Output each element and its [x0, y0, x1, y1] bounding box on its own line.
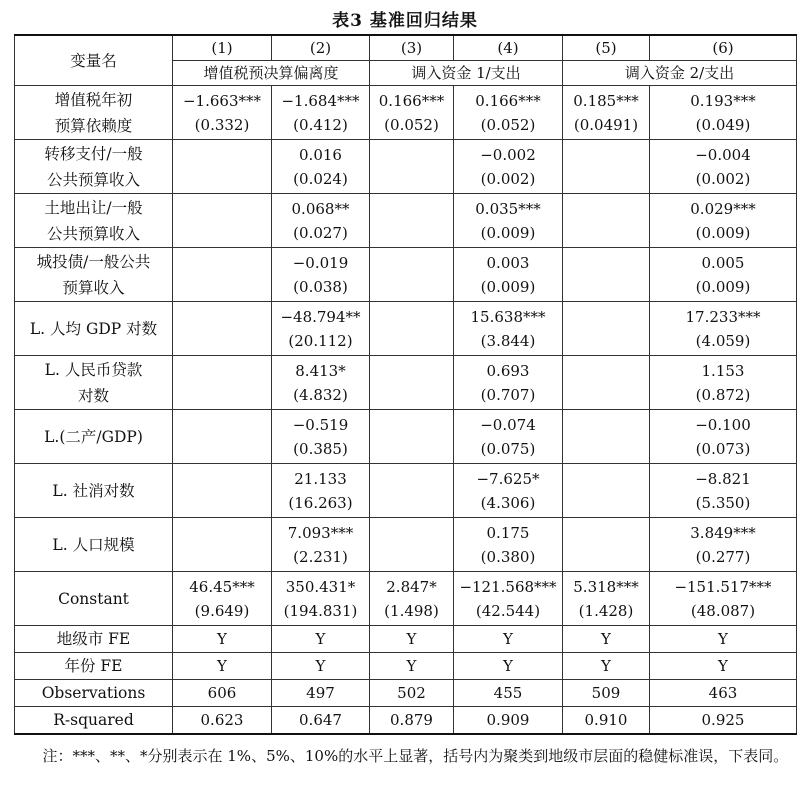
coefficient: 0.166*** [378, 91, 445, 110]
row-label: 地级市 FE [15, 626, 173, 653]
standard-error: (0.038) [293, 277, 348, 296]
row-label: Observations [15, 680, 173, 707]
table-cell [173, 302, 272, 356]
table-cell [563, 302, 650, 356]
table-cell: Y [272, 653, 370, 680]
table-cell [173, 464, 272, 518]
table-cell [650, 140, 797, 194]
coefficient: 3.849*** [690, 523, 756, 542]
standard-error: (0.052) [384, 115, 439, 134]
standard-error: (0.0491) [573, 115, 639, 134]
row-label [15, 572, 173, 626]
table-cell [370, 518, 454, 572]
standard-error: (0.027) [293, 223, 348, 242]
standard-error: (0.009) [695, 277, 751, 296]
row-label-line: 公共预算收入 [46, 224, 140, 243]
table-cell [370, 410, 454, 464]
table-cell [454, 410, 563, 464]
row-label-line: 公共预算收入 [46, 170, 140, 189]
table-cell: 502 [370, 680, 454, 707]
coefficient: 5.318*** [573, 577, 639, 596]
standard-error: (9.649) [194, 601, 250, 620]
table-cell [650, 248, 797, 302]
table-cell [563, 248, 650, 302]
col-number: (3) [370, 35, 454, 61]
row-label [15, 86, 173, 140]
table-row [15, 194, 797, 248]
coefficient: 0.693 [486, 361, 530, 380]
table-cell [173, 518, 272, 572]
table-row [15, 86, 797, 140]
table-row [15, 680, 797, 707]
table-cell: 0.909 [454, 707, 563, 735]
table-cell [650, 572, 797, 626]
table-cell [173, 248, 272, 302]
standard-error: (0.009) [480, 223, 536, 242]
table-cell [272, 248, 370, 302]
table-cell [454, 248, 563, 302]
standard-error: (0.412) [293, 115, 348, 134]
table-cell [650, 194, 797, 248]
coefficient: 0.166*** [475, 91, 541, 110]
table-cell [173, 86, 272, 140]
table-cell [173, 140, 272, 194]
table-cell [454, 140, 563, 194]
standard-error: (0.380) [480, 547, 536, 566]
table-cell [272, 194, 370, 248]
coefficient: −0.004 [695, 145, 751, 164]
coefficient: 1.153 [701, 361, 745, 380]
table-cell [454, 464, 563, 518]
table-cell [563, 518, 650, 572]
row-label [15, 248, 173, 302]
row-label-line: L. 人口规模 [52, 535, 135, 554]
table-cell [650, 518, 797, 572]
table-cell: Y [370, 653, 454, 680]
table-cell [370, 248, 454, 302]
standard-error: (0.332) [194, 115, 250, 134]
col-number: (5) [563, 35, 650, 61]
table-cell: Y [563, 653, 650, 680]
table-cell [370, 140, 454, 194]
standard-error: (4.306) [480, 493, 536, 512]
row-label [15, 356, 173, 410]
row-label-line: 转移支付/一般 [44, 144, 143, 163]
row-label-line: L. 社消对数 [52, 481, 135, 500]
table-row [15, 518, 797, 572]
coefficient: 21.133 [294, 469, 347, 488]
table-cell: 509 [563, 680, 650, 707]
coefficient: −48.794** [280, 307, 361, 326]
coefficient: 0.016 [299, 145, 342, 164]
row-label-line: L. 人民币贷款 [44, 360, 143, 379]
coefficient: 0.003 [486, 253, 530, 272]
standard-error: (0.052) [480, 115, 536, 134]
coefficient: −0.002 [480, 145, 536, 164]
regression-table [14, 34, 797, 735]
standard-error: (0.385) [293, 439, 348, 458]
row-label [15, 464, 173, 518]
standard-error: (1.428) [578, 601, 634, 620]
table-cell: 0.925 [650, 707, 797, 735]
note-line: 注：***、**、*分别表示在 1%、5%、10%的水平上显著，括号内为聚类到地级市层 [42, 747, 609, 765]
row-label: R-squared [15, 707, 173, 735]
table-cell [454, 518, 563, 572]
table-row [15, 707, 797, 735]
standard-error: (0.002) [695, 169, 751, 188]
col-number: (1) [173, 35, 272, 61]
table-cell [272, 572, 370, 626]
table-cell [454, 356, 563, 410]
table-cell [370, 302, 454, 356]
standard-error: (16.263) [288, 493, 353, 512]
coefficient: −8.821 [695, 469, 751, 488]
table-row [15, 653, 797, 680]
row-label [15, 302, 173, 356]
row-label-line: 对数 [77, 386, 109, 405]
coefficient: 0.029*** [690, 199, 756, 218]
row-label [15, 140, 173, 194]
table-cell [650, 410, 797, 464]
table-row [15, 410, 797, 464]
coefficient: 17.233*** [685, 307, 761, 326]
table-cell [650, 302, 797, 356]
table-cell [650, 86, 797, 140]
table-cell: Y [173, 653, 272, 680]
coefficient: −0.100 [695, 415, 751, 434]
table-cell [272, 302, 370, 356]
table-cell: 0.910 [563, 707, 650, 735]
standard-error: (0.002) [480, 169, 536, 188]
standard-error: (4.059) [695, 331, 751, 350]
table-cell: 0.623 [173, 707, 272, 735]
standard-error: (2.231) [293, 547, 348, 566]
row-label-line: Constant [58, 589, 129, 608]
table-row [15, 302, 797, 356]
coefficient: −0.519 [292, 415, 349, 434]
table-cell [272, 356, 370, 410]
coefficient: 2.847* [386, 577, 437, 596]
row-label-line: L.(二产/GDP) [44, 427, 143, 446]
table-row [15, 248, 797, 302]
row-label [15, 410, 173, 464]
coefficient: 7.093*** [287, 523, 354, 542]
row-label-line: L. 人均 GDP 对数 [29, 319, 158, 338]
coefficient: −0.074 [480, 415, 536, 434]
coefficient: −7.625* [476, 469, 540, 488]
header-row-numbers [15, 35, 797, 61]
table-row [15, 140, 797, 194]
standard-error: (0.009) [480, 277, 536, 296]
coefficient: 0.193*** [690, 91, 756, 110]
table-cell [650, 356, 797, 410]
coefficient: 15.638*** [470, 307, 546, 326]
group-header: 调入资金 2/支出 [563, 61, 797, 86]
standard-error: (1.498) [384, 601, 439, 620]
table-row [15, 464, 797, 518]
table-row [15, 572, 797, 626]
standard-error: (42.544) [475, 601, 541, 620]
standard-error: (0.277) [695, 547, 751, 566]
coefficient: 350.431* [285, 577, 356, 596]
table-title: 表3 基准回归结果 [332, 11, 478, 31]
table-cell: Y [650, 653, 797, 680]
table-cell: Y [650, 626, 797, 653]
table-cell [370, 464, 454, 518]
table-body [15, 35, 797, 734]
table-cell [370, 86, 454, 140]
table-cell [454, 86, 563, 140]
coefficient: 8.413* [295, 361, 346, 380]
group-header: 增值税预决算偏离度 [173, 61, 370, 86]
table-cell [454, 572, 563, 626]
table-row [15, 356, 797, 410]
table-cell: Y [370, 626, 454, 653]
table-cell [370, 572, 454, 626]
standard-error: (194.831) [283, 601, 358, 620]
coefficient: −1.684*** [281, 91, 360, 110]
table-cell [272, 86, 370, 140]
table-cell [563, 464, 650, 518]
col-number: (6) [650, 35, 797, 61]
table-cell: Y [454, 653, 563, 680]
standard-error: (20.112) [288, 331, 353, 350]
standard-error: (4.832) [293, 385, 348, 404]
coefficient: −151.517*** [674, 577, 772, 596]
table-cell [272, 410, 370, 464]
table-cell [272, 518, 370, 572]
row-label-line: 城投债/一般公共 [36, 252, 151, 271]
table-cell: Y [173, 626, 272, 653]
coefficient: 0.068** [291, 199, 350, 218]
col-number: (4) [454, 35, 563, 61]
table-cell [563, 194, 650, 248]
table-cell [173, 572, 272, 626]
standard-error: (3.844) [480, 331, 536, 350]
coefficient: −1.663*** [182, 91, 261, 110]
table-cell [563, 572, 650, 626]
table-cell [563, 356, 650, 410]
note-line: 面的稳健标准误，下表同。 [608, 747, 789, 765]
row-label [15, 194, 173, 248]
table-cell: Y [563, 626, 650, 653]
coefficient: 0.175 [486, 523, 530, 542]
row-label: 年份 FE [15, 653, 173, 680]
table-cell [454, 194, 563, 248]
table-cell [370, 194, 454, 248]
table-cell: Y [454, 626, 563, 653]
row-label-line: 预算收入 [62, 278, 125, 297]
table-cell [173, 194, 272, 248]
row-label [15, 518, 173, 572]
table-cell: 455 [454, 680, 563, 707]
table-cell [272, 464, 370, 518]
table-cell [173, 410, 272, 464]
standard-error: (48.087) [690, 601, 756, 620]
standard-error: (0.009) [695, 223, 751, 242]
coefficient: −0.019 [292, 253, 349, 272]
table-cell: 606 [173, 680, 272, 707]
table-cell: 0.647 [272, 707, 370, 735]
coefficient: 0.035*** [475, 199, 541, 218]
table-note [14, 744, 796, 769]
table-cell: 0.879 [370, 707, 454, 735]
row-label-line: 土地出让/一般 [44, 198, 143, 217]
standard-error: (0.024) [293, 169, 348, 188]
table-cell: Y [272, 626, 370, 653]
row-label-line: 增值税年初 [54, 90, 133, 109]
table-cell [563, 86, 650, 140]
table-row [15, 626, 797, 653]
table-cell [563, 410, 650, 464]
table-cell [272, 140, 370, 194]
standard-error: (0.872) [695, 385, 751, 404]
table-cell [370, 356, 454, 410]
coefficient: 0.185*** [573, 91, 639, 110]
coefficient: 46.45*** [189, 577, 255, 596]
row-label-line: 预算依赖度 [54, 116, 133, 135]
standard-error: (0.073) [695, 439, 751, 458]
col-number: (2) [272, 35, 370, 61]
table-cell [173, 356, 272, 410]
standard-error: (0.707) [480, 385, 536, 404]
group-header: 调入资金 1/支出 [370, 61, 563, 86]
table-cell [454, 302, 563, 356]
table-cell [563, 140, 650, 194]
table-cell [650, 464, 797, 518]
standard-error: (0.075) [480, 439, 536, 458]
coefficient: −121.568*** [459, 577, 557, 596]
header-varname: 变量名 [15, 35, 173, 86]
coefficient: 0.005 [701, 253, 745, 272]
table-cell: 463 [650, 680, 797, 707]
table-cell: 497 [272, 680, 370, 707]
standard-error: (5.350) [695, 493, 751, 512]
standard-error: (0.049) [695, 115, 751, 134]
